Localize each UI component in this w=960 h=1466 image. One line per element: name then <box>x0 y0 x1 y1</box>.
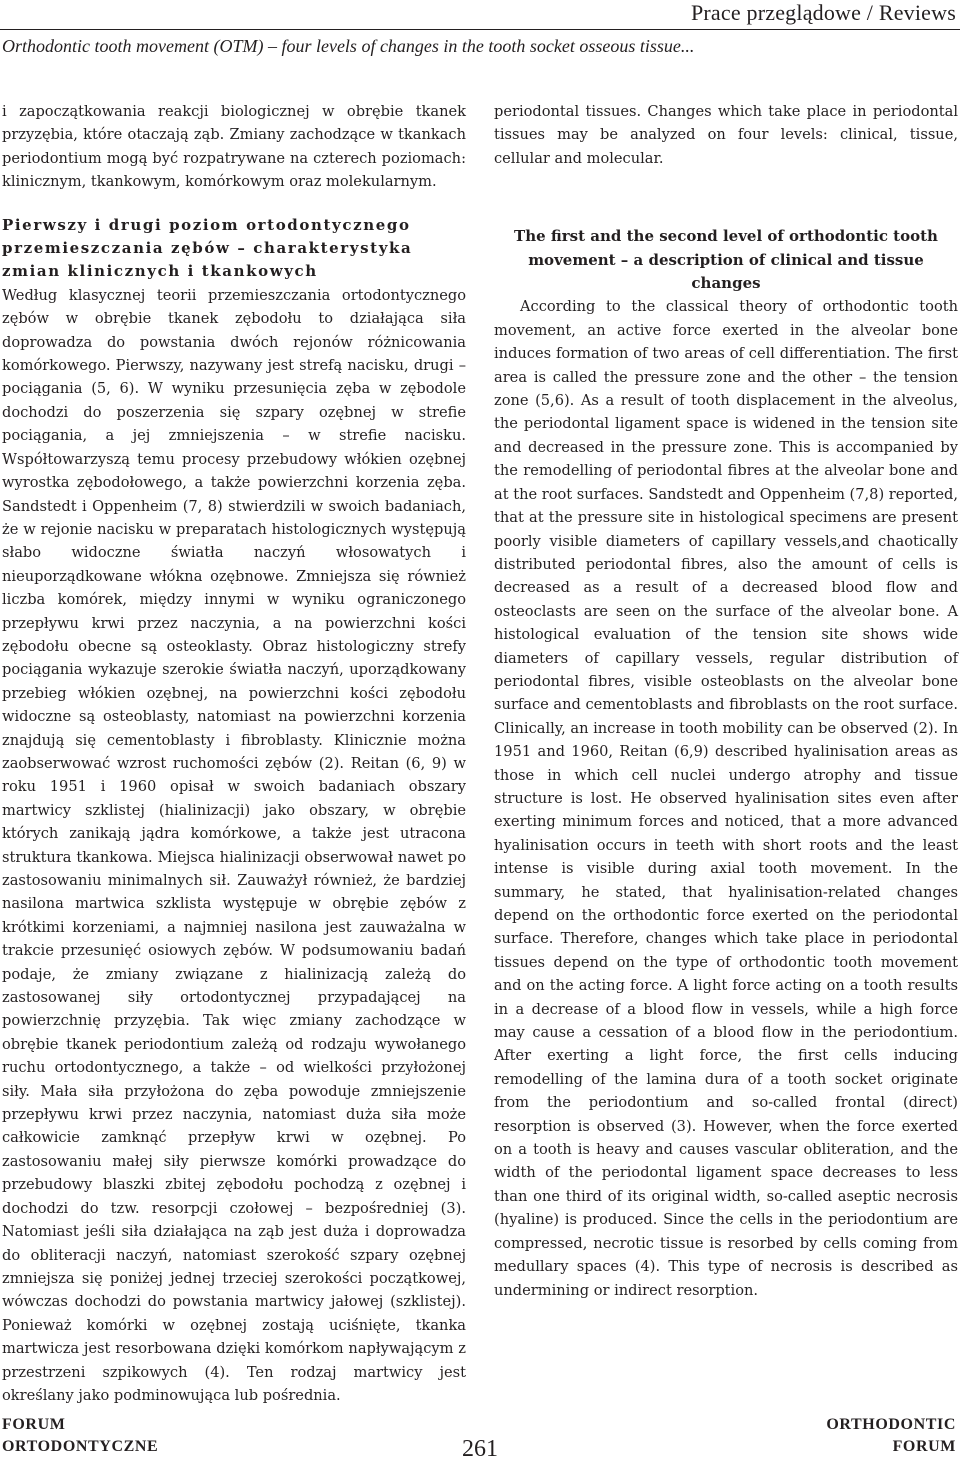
section-heading-pl: Pierwszy i drugi poziom ortodontycznego przemieszczania zębów – charakterystyka zmian klinicznych i tkankowych <box>2 215 413 281</box>
footer-journal-en <box>826 1414 956 1458</box>
intro-paragraph-en: periodontal tissues. Changes which take place in periodontal tissues may be analyzed on four levels: clinical, tissue, cellular and molecular. <box>494 103 958 167</box>
column-english <box>494 100 958 1302</box>
section-label: Prace przeglądowe / Reviews <box>690 0 956 25</box>
section-heading-en: The first and the second level of orthodontic tooth movement – a description of clinical and tissue changes <box>514 227 938 293</box>
footer-right-line2: FORUM <box>892 1438 956 1455</box>
page-number: 261 <box>462 1436 498 1462</box>
footer-right-line1: ORTHODONTIC <box>826 1416 956 1433</box>
footer-left-line2: ORTODONTYCZNE <box>2 1438 159 1455</box>
footer-left-line1: FORUM <box>2 1416 66 1433</box>
running-title: Orthodontic tooth movement (OTM) – four levels of changes in the tooth socket osseous tissue... <box>2 36 695 56</box>
body-paragraph-en: According to the classical theory of orthodontic tooth movement, an active force exerted in the alveolar bone induces formation of two areas of cell differentiation. The first area is called the pressure zone and the other – the tension zone (5,6). As a result of tooth displacement in the alveolus, the periodontal ligament space is widened in the tension site and decreased in the pressure zone. This is accompanied by the remodelling of periodontal fibres at the alveolar bone and at the root surfaces. Sandstedt and Oppenheim (7,8) reported, that at the pressure site in histological specimens are present poorly visible diameters of capillary vessels,and chaotically distributed periodontal fibres, also the amount of cells is decreased as a result of a decreased blood flow and osteoclasts are seen on the surface of the alveolar bone. A histological evaluation of the tension site shows wide diameters of capillary vessels, regular distribution of periodontal fibres, visible osteoblasts on the alveolar bone surface and cementoblasts and fibroblasts on the root surface. Clinically, an increase in tooth mobility can be observed (2). In 1951 and 1960, Reitan (6,9) described hyalinisation areas as those in which cell nuclei undergo atrophy and tissue structure is lost. He observed hyalinisation sites even after exerting minimum forces and noticed, that a more advanced hyalinisation occurs in teeth with short roots and the least intense is visible during axial tooth movement. In the summary, he stated, that hyalinisation-related changes depend on the orthodontic force exerted on the periodontal surface. Therefore, changes which take place in periodontal tissues depend on the type of orthodontic tooth movement and on the acting force. A light force acting on a tooth results in a decrease of a blood flow in vessels, while a high force may cause a cessation of a blood flow in the periodontium. After exerting a light force, the first cells inducing remodelling of the lamina dura of a tooth socket originate from the periodontium and so-called frontal (direct) resorption is observed (3). However, when the force exerted on a tooth is heavy and causes vascular obliteration, and the width of the periodontal ligament space decreases to less than one third of its original width, so-called aseptic necrosis (hyaline) is produced. Since the cells in the periodontium are compressed, necrotic tissue is resorbed by cells coming from medullary spaces (4). This type of necrosis is described as undermining or indirect resorption. <box>494 298 958 1299</box>
header-rule <box>0 29 960 30</box>
body-paragraph-pl: Według klasycznej teorii przemieszczania ortodontycznego zębów w obrębie tkanek zębodołu to działająca siła doprowadza do powstania dwóch rejonów różnicowania komórkowego. Pierwszy, nazywany jest strefą nacisku, drugi – pociągania (5, 6). W wyniku przesunięcia zęba w zębodole dochodzi do poszerzenia się szpary ozębnej w strefie pociągania, a jej zmniejszenia – w strefie nacisku. Współtowarzyszą temu procesy przebudowy włókien ozębnej wyrostka zębodołowego, a także powierzchni korzenia zęba. Sandstedt i Oppenheim (7, 8) stwierdzili w swoich badaniach, że w rejonie nacisku w preparatach histologicznych występują słabo widoczne światła naczyń włosowatych i nieuporządkowane włókna ozębnowe. Zmniejsza się również liczba komórek, między innymi w wyniku ograniczonego przepływu krwi przez naczynia, a na powierzchni kości zębodołu obecne są osteoklasty. Obraz histologiczny strefy pociągania wykazuje szerokie światła naczyń, uporządkowany przebieg włókien ozębnej, na powierzchni kości zębodołu widoczne są osteoblasty, natomiast na powierzchni korzenia znajdują się cementoblasty i fibroblasty. Klinicznie można zaobserwować wzrost ruchomości zębów (2). Reitan (6, 9) w roku 1951 i 1960 opisał w swoich badaniach obszary martwicy szklistej (hialinizacji) jako obszary, w obrębie których zanikają jądra komórkowe, a także jest utracona struktura tkankowa. Miejsca hialinizacji obserwował nawet po zastosowaniu minimalnych sił. Zauważył również, że bardziej nasilona martwica szklista występuje w obrębie zębów z krótkimi korzeniami, a najmniej nasilona jest zauważalna w trakcie przesunięć osiowych zębów. W podsumowaniu badań podaje, że zmiany związane z hialinizacją zależą do zastosowanej siły ortodontycznej przypadającej na powierzchnię przyzębia. Tak więc zmiany zachodzące w obrębie tkanek periodontium zależą od rodzaju wywołanego ruchu ortodontycznego, a także – od wielkości przyłożonej siły. Mała siła przyłożona do zęba powoduje zmniejszenie przepływu krwi przez naczynia, natomiast duża siła może całkowicie zamknąć przepływ krwi w ozębnej. Po zastosowaniu małej siły pierwsze komórki prowadzące do przebudowy blaszki zbitej zębodołu pochodzą z ozębnej i dochodzi do tzw. resorpcji czołowej – bezpośredniej (3). Natomiast jeśli siła działająca na ząb jest duża i doprowadza do obliteracji naczyń, natomiast szerokość szpary ozębnej zmniejsza się poniżej jednej trzeciej szerokości początkowej, wówczas dochodzi do powstania martwicy jałowej (szklistej). Ponieważ komórki w ozębnej zostają uciśnięte, tkanka martwicza jest resorbowana dzięki komórkom napływającym z przestrzeni szpikowych (4). Ten rodzaj martwicy jest określany jako podminowująca lub pośrednia. <box>2 286 466 1404</box>
column-polish <box>2 100 466 1407</box>
intro-paragraph-pl: i zapoczątkowania reakcji biologicznej w obrębie tkanek przyzębia, które otaczają ząb. Zmiany zachodzące w tkankach periodontium mogą być rozpatrywane na czterech poziomach: klinicznym, tkankowym, komórkowym oraz molekularnym. <box>2 103 466 191</box>
